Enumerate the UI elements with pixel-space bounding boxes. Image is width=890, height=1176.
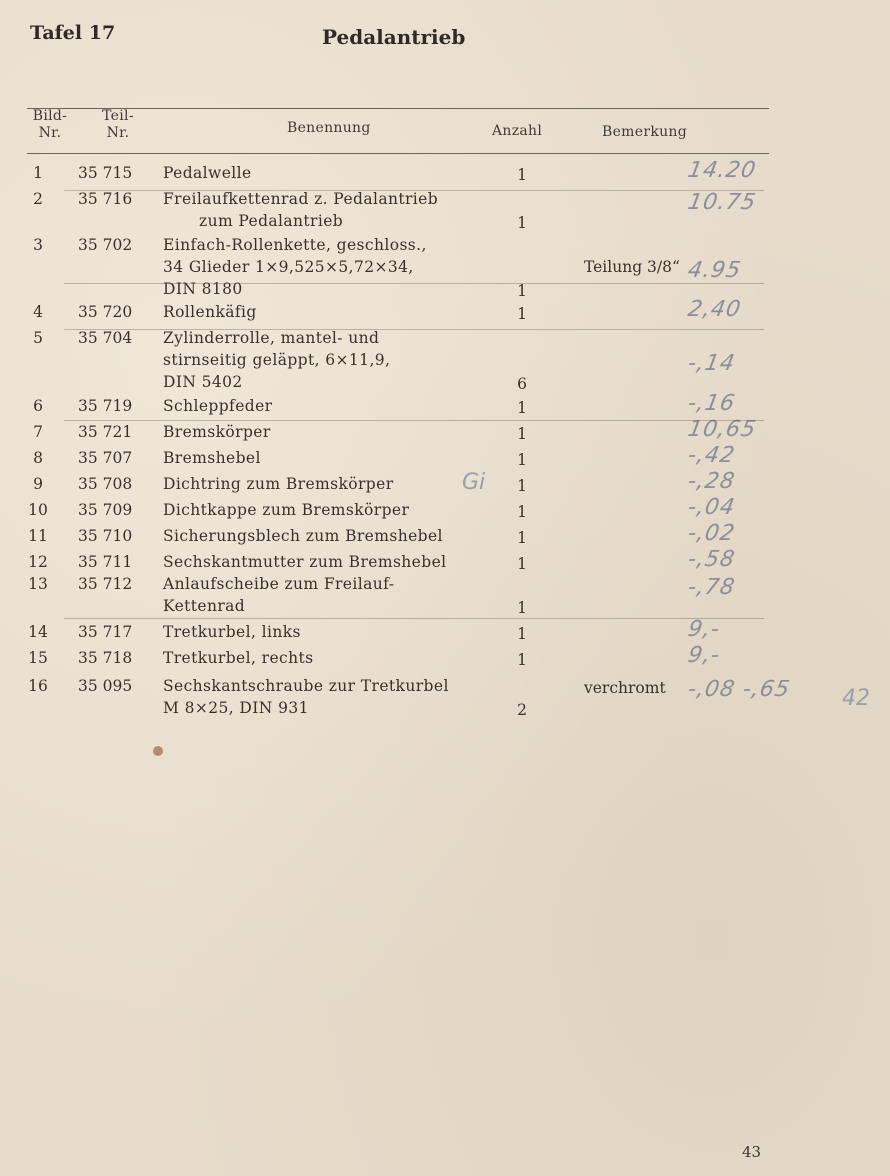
row-bemerkung: Teilung 3/8“ [584, 258, 680, 276]
column-header-anzahl: Anzahl [492, 123, 543, 139]
row-teil-nr: 35 702 [78, 236, 133, 254]
row-anzahl: 1 [517, 599, 527, 617]
row-teil-nr: 35 716 [78, 190, 133, 208]
row-anzahl: 1 [517, 282, 527, 300]
row-anzahl: 1 [517, 166, 527, 184]
row-benennung: Bremskörper [163, 423, 271, 441]
row-price-handwritten: -,42 [685, 443, 738, 468]
row-anzahl: 1 [517, 425, 527, 443]
row-benennung: Tretkurbel, links [163, 623, 301, 641]
row-divider [64, 329, 764, 330]
row-anzahl: 6 [517, 375, 527, 393]
row-benennung: Sicherungsblech zum Bremshebel [163, 527, 443, 545]
row-benennung: stirnseitig geläppt, 6×11,9, [163, 351, 391, 369]
row-benennung: Pedalwelle [163, 164, 252, 182]
row-benennung: M 8×25, DIN 931 [163, 699, 309, 717]
row-bild-nr: 5 [33, 329, 43, 347]
row-price-handwritten: 2,40 [685, 297, 744, 322]
row-bild-nr: 12 [28, 553, 48, 571]
row-bemerkung: verchromt [584, 679, 666, 697]
row-teil-nr: 35 720 [78, 303, 133, 321]
row-bild-nr: 16 [28, 677, 48, 695]
row-anzahl: 2 [517, 701, 527, 719]
stain-mark [153, 746, 163, 756]
column-header-bemerkung: Bemerkung [602, 124, 688, 140]
row-bild-nr: 1 [33, 164, 43, 182]
row-teil-nr: 35 707 [78, 449, 133, 467]
row-bild-nr: 3 [33, 236, 43, 254]
row-teil-nr: 35 709 [78, 501, 133, 519]
row-price-handwritten: -,04 [685, 495, 738, 520]
row-benennung: Sechskantmutter zum Bremshebel [163, 553, 447, 571]
row-anzahl: 1 [517, 651, 527, 669]
row-teil-nr: 35 095 [78, 677, 133, 695]
page-title: Pedalantrieb [322, 25, 466, 49]
row-benennung: Bremshebel [163, 449, 261, 467]
row-teil-nr: 35 712 [78, 575, 133, 593]
row-bild-nr: 9 [33, 475, 43, 493]
page-number: 43 [742, 1143, 762, 1161]
row-bild-nr: 6 [33, 397, 43, 415]
row-price-handwritten: -,02 [685, 521, 738, 546]
row-price-handwritten: 14.20 [685, 158, 759, 183]
row-teil-nr: 35 718 [78, 649, 133, 667]
row-teil-nr: 35 715 [78, 164, 133, 182]
row-anzahl: 1 [517, 625, 527, 643]
row-bild-nr: 11 [28, 527, 48, 545]
header-rule [27, 153, 769, 154]
row-benennung: Dichtring zum Bremskörper [163, 475, 394, 493]
row-price-handwritten: 10,65 [685, 417, 759, 442]
row-bild-nr: 8 [33, 449, 43, 467]
side-note: 42 [842, 686, 870, 711]
row-price-handwritten: -,58 [685, 547, 738, 572]
row-benennung: Schleppfeder [163, 397, 273, 415]
row-anzahl: 1 [517, 529, 527, 547]
row-benennung: zum Pedalantrieb [199, 212, 344, 230]
row-benennung: 34 Glieder 1×9,525×5,72×34, [163, 258, 414, 276]
row-teil-nr: 35 708 [78, 475, 133, 493]
row-benennung: Anlaufscheibe zum Freilauf- [163, 575, 395, 593]
row-benennung: Einfach-Rollenkette, geschloss., [163, 236, 427, 254]
row-teil-nr: 35 711 [78, 553, 133, 571]
row-bild-nr: 10 [28, 501, 48, 519]
row-benennung: DIN 8180 [163, 280, 243, 298]
row-teil-nr: 35 704 [78, 329, 133, 347]
row-benennung: DIN 5402 [163, 373, 243, 391]
column-header-bild: Bild- Nr. [32, 108, 68, 141]
row-price-handwritten: -,28 [685, 469, 738, 494]
row-price-handwritten: 9,- [685, 643, 723, 668]
row-anzahl: 1 [517, 555, 527, 573]
row-anzahl: 1 [517, 477, 527, 495]
row-benennung: Tretkurbel, rechts [163, 649, 314, 667]
row-benennung: Zylinderrolle, mantel- und [163, 329, 380, 347]
row-divider [64, 190, 764, 191]
row-price-handwritten: -,16 [685, 391, 738, 416]
row-price-handwritten: 4.95 [685, 258, 744, 283]
row-teil-nr: 35 717 [78, 623, 133, 641]
row-price-handwritten: 9,- [685, 617, 723, 642]
row-benennung: Freilaufkettenrad z. Pedalantrieb [163, 190, 439, 208]
row-bild-nr: 2 [33, 190, 43, 208]
row-teil-nr: 35 719 [78, 397, 133, 415]
column-header-benennung: Benennung [287, 120, 371, 136]
row-price-handwritten: -,78 [685, 575, 738, 600]
row-anzahl: 1 [517, 503, 527, 521]
row-price-handwritten: -,14 [685, 351, 738, 376]
row-bild-nr: 4 [33, 303, 43, 321]
row-anzahl: 1 [517, 214, 527, 232]
row-price-handwritten: -,08 -,65 [685, 677, 793, 702]
row-anzahl: 1 [517, 399, 527, 417]
row-bild-nr: 13 [28, 575, 48, 593]
row-divider [64, 618, 764, 619]
column-header-teil: Teil- Nr. [102, 108, 134, 141]
plate-label: Tafel 17 [30, 22, 116, 44]
row-bild-nr: 14 [28, 623, 48, 641]
row-teil-nr: 35 721 [78, 423, 133, 441]
row-price-handwritten: 10.75 [685, 190, 759, 215]
row-bild-nr: 15 [28, 649, 48, 667]
row-benennung: Kettenrad [163, 597, 246, 615]
row-benennung: Rollenkäfig [163, 303, 257, 321]
row-anzahl: 1 [517, 305, 527, 323]
row-bild-nr: 7 [33, 423, 43, 441]
row-anzahl: 1 [517, 451, 527, 469]
row-divider [64, 283, 764, 284]
row-benennung: Dichtkappe zum Bremskörper [163, 501, 410, 519]
row-benennung: Sechskantschraube zur Tretkurbel [163, 677, 449, 695]
row-teil-nr: 35 710 [78, 527, 133, 545]
margin-note: Gi [462, 470, 486, 495]
row-divider [64, 420, 764, 421]
